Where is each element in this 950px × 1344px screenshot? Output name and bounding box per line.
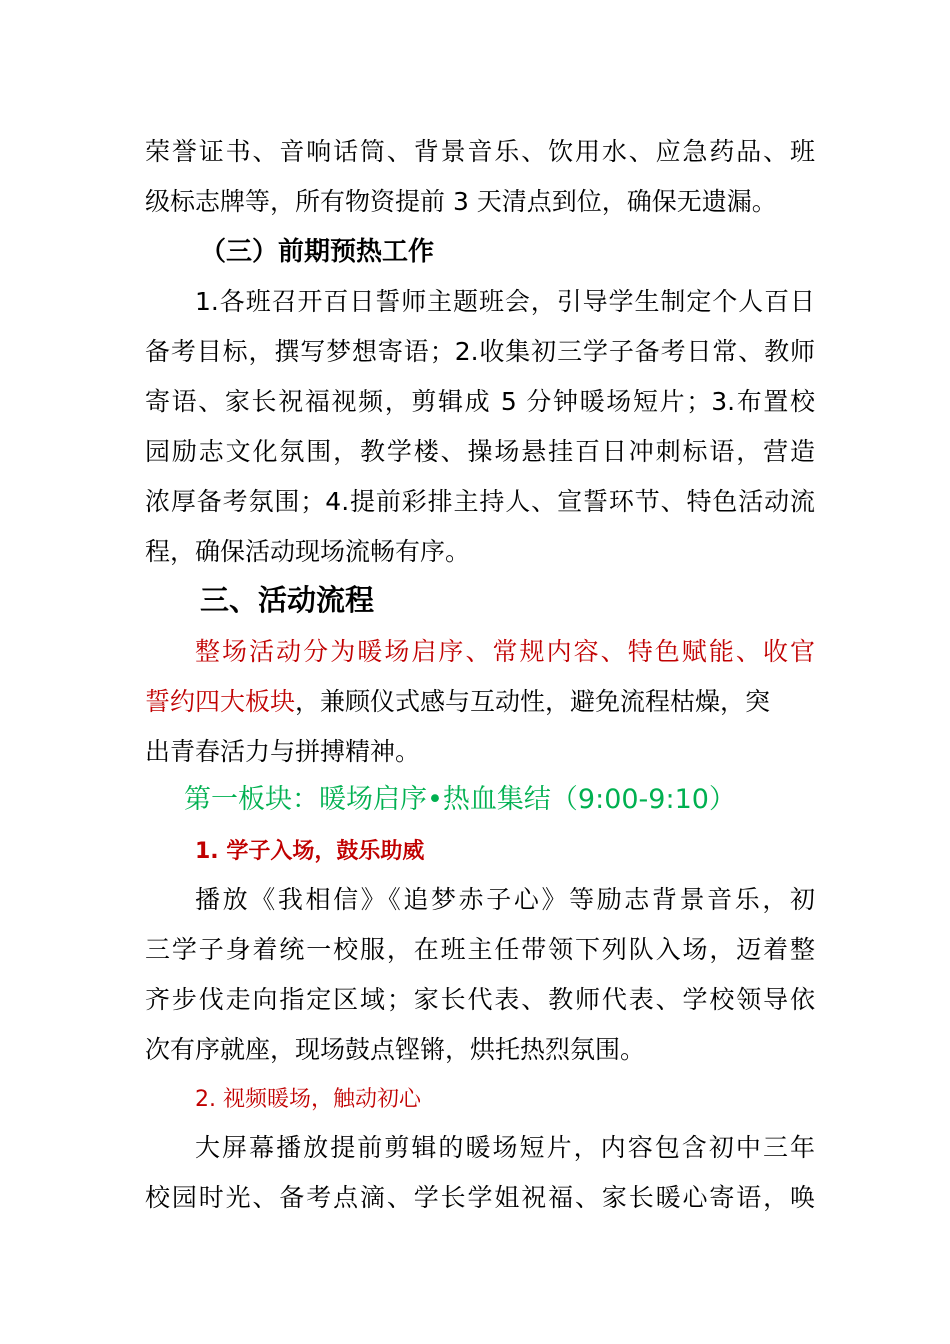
paragraph-line: 次有序就座，现场鼓点铿锵，烘托热烈氛围。 [145,1035,646,1064]
paragraph-line: 大屏幕播放提前剪辑的暖场短片，内容包含初中三年 [195,1133,815,1162]
block-heading-1: 第一板块：暖场启序•热血集结（9:00-9:10） [184,784,736,815]
paragraph-line: 校园时光、备考点滴、学长学姐祝福、家长暖心寄语，唤 [145,1183,815,1212]
item-heading-2: 2. 视频暖场，触动初心 [195,1087,421,1112]
paragraph-line: 园励志文化氛围，教学楼、操场悬挂百日冲刺标语，营造 [145,437,815,466]
paragraph-line: 浓厚备考氛围；4.提前彩排主持人、宣誓环节、特色活动流 [145,487,815,516]
paragraph-line: 齐步伐走向指定区域；家长代表、教师代表、学校领导依 [145,985,815,1014]
paragraph-line: 出青春活力与拼搏精神。 [145,737,421,766]
paragraph-line [145,685,815,719]
highlight-text: 誓约四大板块 [145,687,296,716]
highlight-line: 整场活动分为暖场启序、常规内容、特色赋能、收官 [195,637,815,666]
paragraph-line: 程，确保活动现场流畅有序。 [145,537,471,566]
item-heading-1: 1. 学子入场，鼓乐助威 [195,839,425,864]
section-heading-flow: 三、活动流程 [200,583,375,617]
paragraph-text: ，兼顾仪式感与互动性，避免流程枯燥，突 [295,687,771,716]
paragraph-line: 1.各班召开百日誓师主题班会，引导学生制定个人百日 [195,287,815,316]
paragraph-line: 荣誉证书、音响话筒、背景音乐、饮用水、应急药品、班 [145,137,815,166]
paragraph-line: 播放《我相信》《追梦赤子心》等励志背景音乐，初 [195,885,815,914]
paragraph-line: 寄语、家长祝福视频，剪辑成 5 分钟暖场短片；3.布置校 [145,387,815,416]
paragraph-line: 级标志牌等，所有物资提前 3 天清点到位，确保无遗漏。 [145,187,777,216]
section-heading-prewarm: （三）前期预热工作 [200,237,435,267]
paragraph-line: 备考目标，撰写梦想寄语；2.收集初三学子备考日常、教师 [145,337,815,366]
paragraph-line: 三学子身着统一校服，在班主任带领下列队入场，迈着整 [145,935,815,964]
